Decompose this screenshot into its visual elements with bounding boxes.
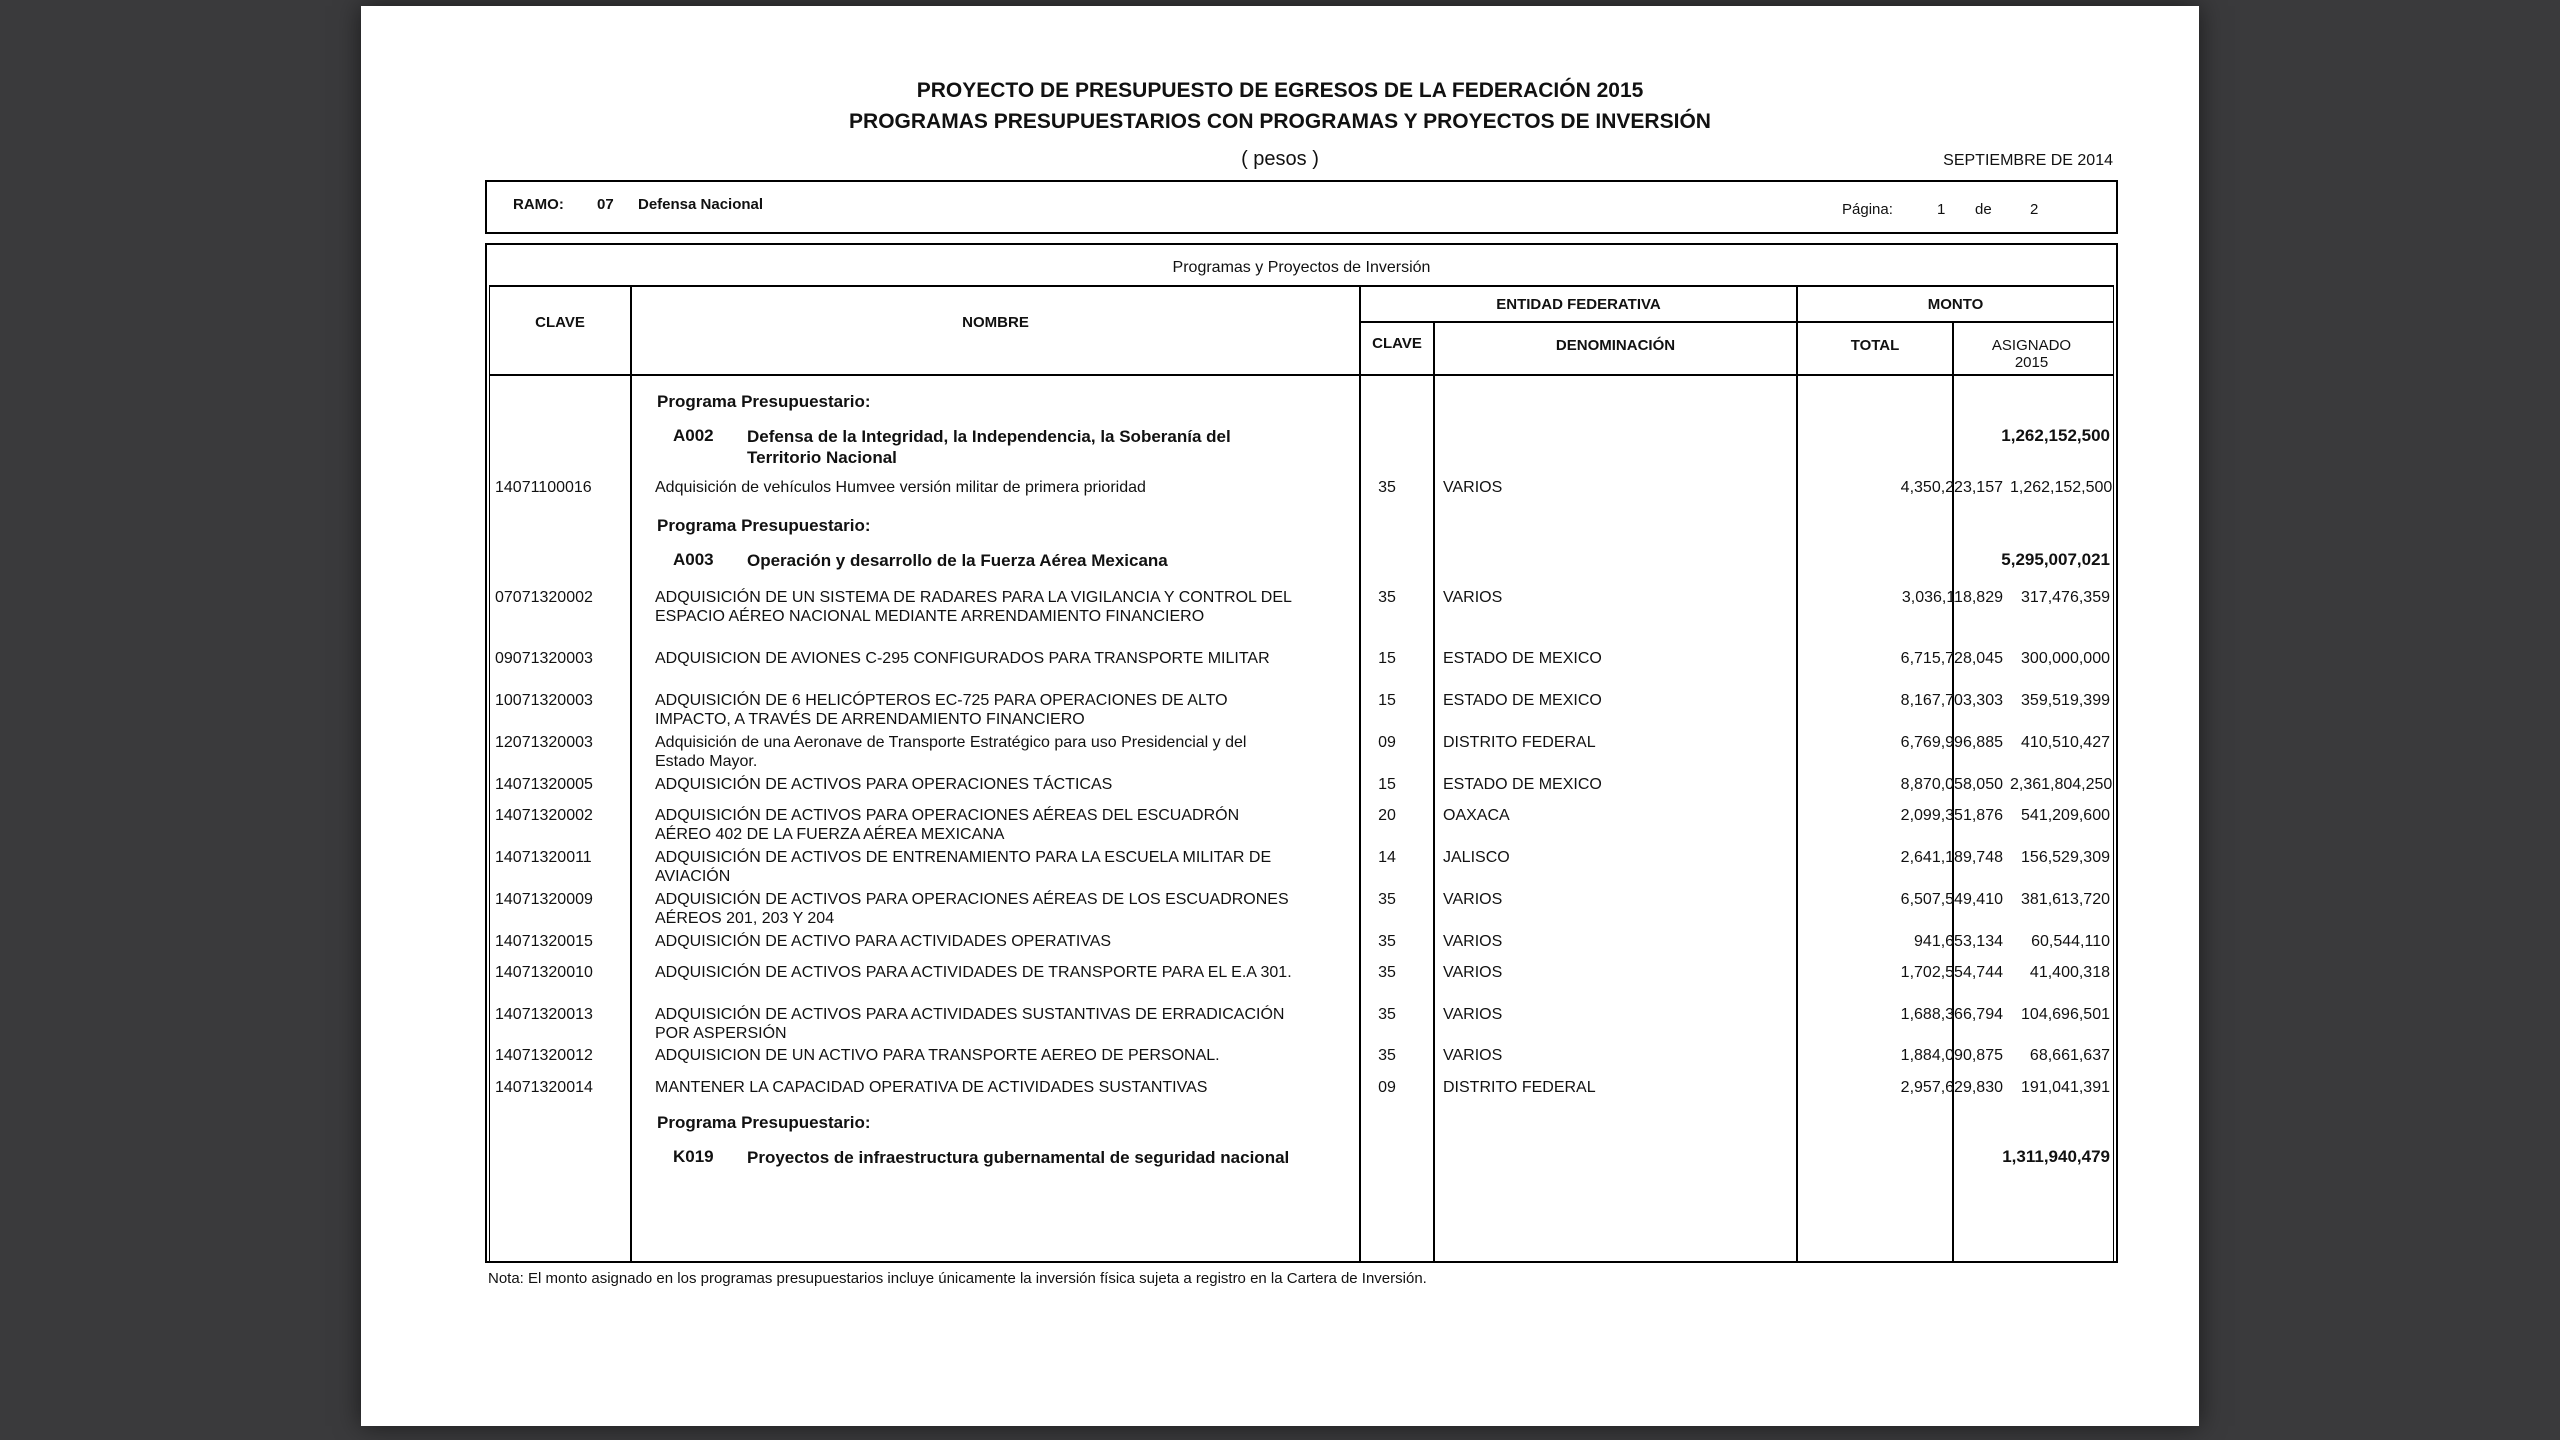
row-nombre: ADQUISICIÓN DE ACTIVOS DE ENTRENAMIENTO PARA LA ESCUELA MILITAR DE AVIACIÓN [655,849,1272,885]
row-denominacion: OAXACA [1443,807,1510,824]
row-entidad: 35 [1378,589,1396,606]
ramo-label: RAMO: [513,196,564,213]
row-denominacion: VARIOS [1443,589,1503,606]
row-total: 2,099,351,876 [1900,807,2003,824]
row-clave: 14071320014 [495,1079,593,1096]
program-code: A002 [673,426,714,445]
row-total: 941,653,134 [1914,933,2003,950]
header-monto: MONTO [1927,296,1984,313]
program-name: Operación y desarrollo de la Fuerza Aérea Mexicana [747,551,1168,570]
header-clave: CLAVE [535,314,585,331]
ramo-name: Defensa Nacional [638,196,764,213]
program-header: Programa Presupuestario: [657,516,871,535]
row-clave: 14071320005 [495,776,593,793]
header-asignado-label: ASIGNADO [1991,337,2072,354]
page-label: Página: [1842,201,1893,218]
header-divider [1359,321,2113,323]
row-clave: 14071320013 [495,1006,593,1023]
header-divider [490,374,2113,376]
row-denominacion: VARIOS [1443,933,1503,950]
row-entidad: 35 [1378,964,1396,981]
row-asignado: 68,661,637 [2029,1047,2110,1064]
row-clave: 09071320003 [495,650,593,667]
row-total: 8,167,703,303 [1900,692,2003,709]
header-total: TOTAL [1850,337,1900,354]
document-subtitle: PROGRAMAS PRESUPUESTARIOS CON PROGRAMAS Y PROYECTOS DE INVERSIÓN [849,110,1711,133]
row-denominacion: ESTADO DE MEXICO [1443,776,1602,793]
row-clave: 14071320012 [495,1047,593,1064]
row-denominacion: DISTRITO FEDERAL [1443,1079,1596,1096]
row-total: 1,884,090,875 [1900,1047,2003,1064]
program-amount: 1,262,152,500 [2001,426,2110,445]
row-asignado: 104,696,501 [2021,1006,2110,1023]
row-denominacion: VARIOS [1443,479,1503,496]
row-total: 2,957,629,830 [1900,1079,2003,1096]
row-asignado: 410,510,427 [2021,734,2110,751]
row-nombre: ADQUISICIÓN DE UN SISTEMA DE RADARES PARA LA VIGILANCIA Y CONTROL DEL ESPACIO AÉREO NACIONAL MEDIANTE ARRENDAMIENTO FINANCIERO [655,589,1292,625]
row-clave: 14071320002 [495,807,593,824]
footnote: Nota: El monto asignado en los programas presupuestarios incluye únicamente la inversión física sujeta a registro en la Cartera de Inversión. [488,1270,1427,1287]
ramo-box [485,180,2118,234]
row-asignado: 359,519,399 [2021,692,2110,709]
row-asignado: 41,400,318 [2029,964,2110,981]
row-denominacion: VARIOS [1443,891,1503,908]
program-amount: 1,311,940,479 [2002,1147,2110,1166]
row-asignado: 317,476,359 [2021,589,2110,606]
row-entidad: 35 [1378,933,1396,950]
row-asignado: 60,544,110 [2031,933,2110,950]
row-total: 1,688,366,794 [1900,1006,2003,1023]
page-total: 2 [2030,201,2039,218]
row-entidad: 35 [1378,1006,1396,1023]
row-denominacion: ESTADO DE MEXICO [1443,650,1602,667]
row-asignado: 156,529,309 [2021,849,2110,866]
row-nombre: ADQUISICIÓN DE ACTIVOS PARA OPERACIONES AÉREAS DEL ESCUADRÓN AÉREO 402 DE LA FUERZA AÉREA MEXICANA [655,807,1240,843]
row-asignado: 2,361,804,250 [2010,776,2113,793]
row-total: 2,641,189,748 [1900,849,2003,866]
row-nombre: ADQUISICIÓN DE ACTIVO PARA ACTIVIDADES OPERATIVAS [655,933,1112,950]
document-page [361,6,2199,1426]
row-nombre: ADQUISICIÓN DE ACTIVOS PARA OPERACIONES TÁCTICAS [655,776,1113,793]
row-asignado: 541,209,600 [2021,807,2110,824]
units-label: ( pesos ) [1241,148,1319,170]
row-nombre: ADQUISICIÓN DE ACTIVOS PARA OPERACIONES AÉREAS DE LOS ESCUADRONES AÉREOS 201, 203 Y 204 [655,891,1289,927]
row-nombre: MANTENER LA CAPACIDAD OPERATIVA DE ACTIVIDADES SUSTANTIVAS [655,1079,1208,1096]
row-entidad: 15 [1378,650,1396,667]
header-ent-clave: CLAVE [1372,335,1422,352]
row-entidad: 35 [1378,891,1396,908]
row-entidad: 15 [1378,692,1396,709]
row-entidad: 09 [1378,734,1396,751]
row-asignado: 300,000,000 [2021,650,2110,667]
program-header: Programa Presupuestario: [657,1113,871,1132]
col-divider [630,287,632,1261]
row-total: 1,702,554,744 [1900,964,2003,981]
row-asignado: 191,041,391 [2021,1079,2110,1096]
program-name: Proyectos de infraestructura gubernamental de seguridad nacional [747,1148,1290,1167]
row-asignado: 381,613,720 [2021,891,2110,908]
row-clave: 14071100016 [495,479,592,496]
row-entidad: 15 [1378,776,1396,793]
col-divider [1796,287,1798,1261]
program-name: Defensa de la Integridad, la Independencia, la Soberanía del Territorio Nacional [747,427,1231,467]
program-code: K019 [673,1147,714,1166]
row-entidad: 20 [1378,807,1396,824]
row-denominacion: VARIOS [1443,1047,1503,1064]
row-entidad: 35 [1378,1047,1396,1064]
row-clave: 14071320015 [495,933,593,950]
table-caption: Programas y Proyectos de Inversión [1172,259,1431,276]
row-entidad: 14 [1378,849,1396,866]
row-clave: 12071320003 [495,734,593,751]
row-entidad: 35 [1378,479,1396,496]
row-clave: 14071320011 [495,849,592,866]
header-asignado [1954,337,2109,371]
row-clave: 14071320009 [495,891,593,908]
row-nombre: Adquisición de vehículos Humvee versión militar de primera prioridad [655,479,1146,496]
row-asignado: 1,262,152,500 [2010,479,2113,496]
program-header: Programa Presupuestario: [657,392,871,411]
row-nombre: ADQUISICIÓN DE ACTIVOS PARA ACTIVIDADES DE TRANSPORTE PARA EL E.A 301. [655,964,1292,981]
header-nombre: NOMBRE [962,314,1029,331]
ramo-code: 07 [597,196,614,213]
row-total: 3,036,118,829 [1901,589,2003,606]
row-total: 4,350,223,157 [1900,479,2003,496]
header-asignado-year: 2015 [2014,354,2049,371]
row-total: 6,769,996,885 [1900,734,2003,751]
row-nombre: ADQUISICIÓN DE ACTIVOS PARA ACTIVIDADES SUSTANTIVAS DE ERRADICACIÓN POR ASPERSIÓN [655,1006,1285,1042]
program-amount: 5,295,007,021 [2001,550,2110,569]
row-denominacion: VARIOS [1443,1006,1503,1023]
col-divider [1359,287,1361,1261]
document-date: SEPTIEMBRE DE 2014 [1943,152,2113,169]
row-denominacion: JALISCO [1443,849,1510,866]
row-total: 6,507,549,410 [1900,891,2003,908]
row-denominacion: VARIOS [1443,964,1503,981]
row-nombre: ADQUISICION DE UN ACTIVO PARA TRANSPORTE AEREO DE PERSONAL. [655,1047,1220,1064]
row-nombre: ADQUISICION DE AVIONES C-295 CONFIGURADOS PARA TRANSPORTE MILITAR [655,650,1270,667]
document-title: PROYECTO DE PRESUPUESTO DE EGRESOS DE LA FEDERACIÓN 2015 [916,79,1644,102]
row-nombre: Adquisición de una Aeronave de Transporte Estratégico para uso Presidencial y del Estado Mayor. [655,734,1247,770]
row-total: 6,715,728,045 [1900,650,2003,667]
row-nombre: ADQUISICIÓN DE 6 HELICÓPTEROS EC-725 PARA OPERACIONES DE ALTO IMPACTO, A TRAVÉS DE ARRENDAMIENTO FINANCIERO [655,692,1228,728]
row-total: 8,870,058,050 [1900,776,2003,793]
row-entidad: 09 [1378,1079,1396,1096]
row-denominacion: ESTADO DE MEXICO [1443,692,1602,709]
col-divider [1433,321,1435,1261]
program-code: A003 [673,550,714,569]
row-clave: 10071320003 [495,692,593,709]
header-entidad: ENTIDAD FEDERATIVA [1496,296,1661,313]
page-of: de [1975,201,1992,218]
row-denominacion: DISTRITO FEDERAL [1443,734,1596,751]
header-denominacion: DENOMINACIÓN [1555,337,1676,354]
page-number: 1 [1937,201,1946,218]
row-clave: 07071320002 [495,589,593,606]
row-clave: 14071320010 [495,964,593,981]
